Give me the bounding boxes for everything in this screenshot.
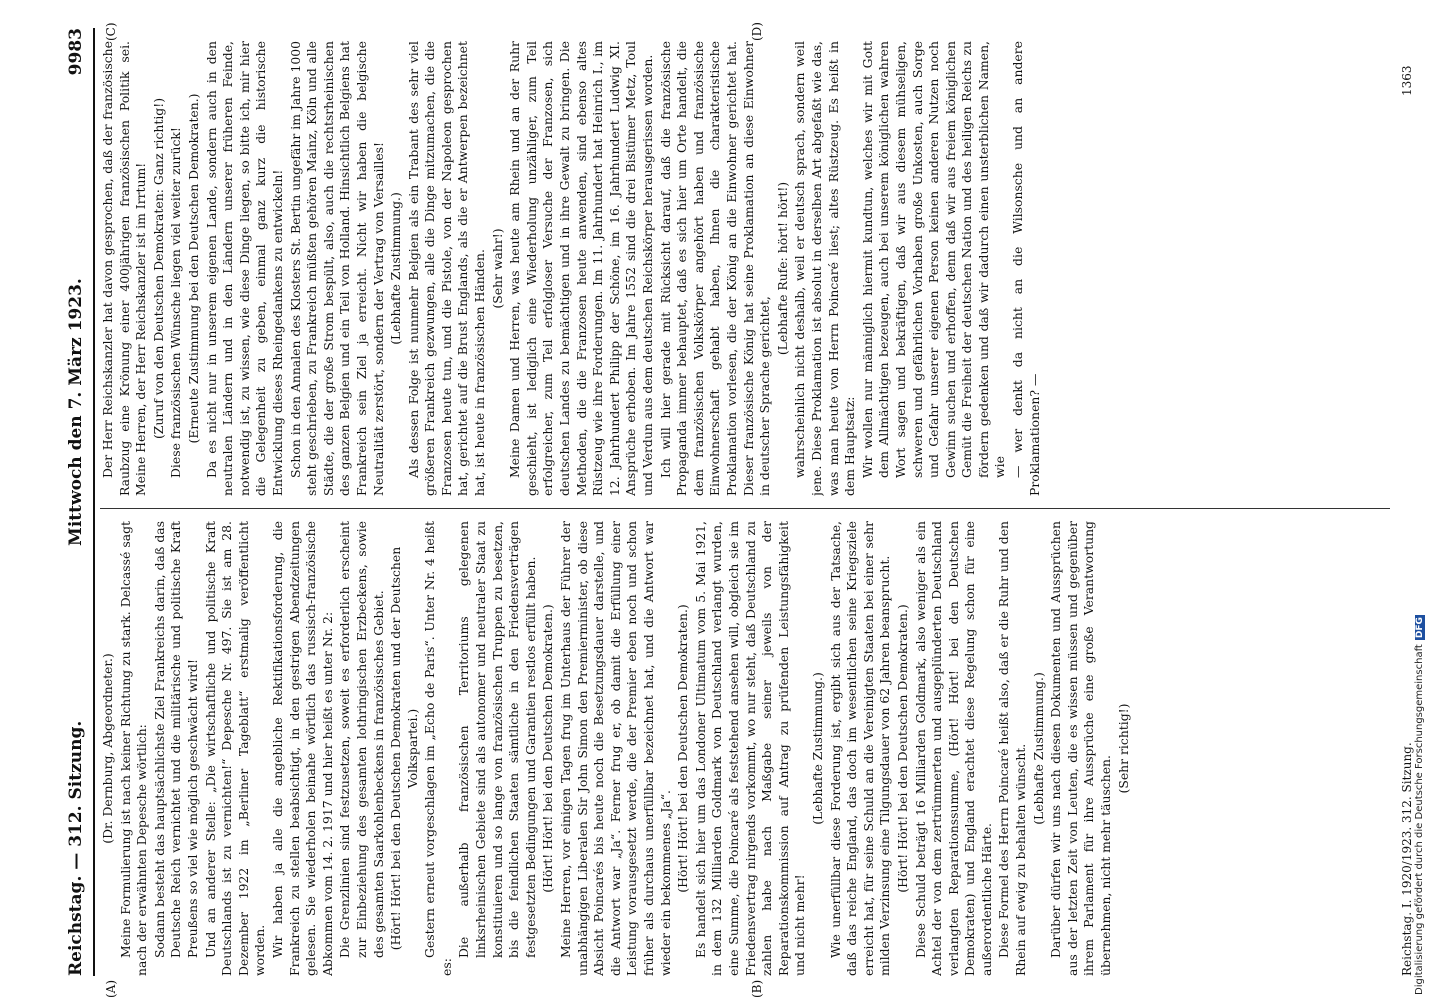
header-left: Reichstag. — 312. Sitzung.: [66, 720, 86, 976]
paragraph: Diese französischen Wünsche liegen viel weiter zurück!: [168, 127, 184, 478]
interjection: (Lebhafte Zustimmung.): [388, 192, 404, 345]
interjection: (Hört! Hört! bei den Deutschen Demokraten.): [675, 604, 691, 893]
dfg-logo-icon: DFG: [1415, 617, 1425, 639]
paragraph: Der Herr Reichskanzler hat davon gesprochen, daß der französische Raubzug eine Krönung einer 400jährigen französischen Politik sei. Meine Herren, der Herr Reichskanzler ist im Irrtum!: [100, 41, 149, 496]
quotation: Sodann besteht das hauptsächlichste Ziel Frankreichs darin, daß das Deutsche Reich vernichtet und die militärische und politische Kraft Preußens so viel wie möglich geschwächt wird!: [151, 521, 200, 958]
interjection: (Hört! Hört! bei den Deutschen Demokraten.): [540, 604, 556, 893]
digitization-stamp: [1414, 40, 1428, 995]
paragraph: Als dessen Folge ist nunmehr Belgien als ein Trabant des sehr viel größeren Frankreich gezwungen, alle die Dinge mitzumachen, die die Franzosen heute tun, und die Pistole, von der Napoleon gesprochen hat, gerichtet auf die Brust Englands, als die er Antwerpen bezeichnet hat, ist heute in französischen Händen.: [405, 41, 488, 496]
paragraph: Diese Formel des Herrn Poincaré heißt also, daß er die Ruhr und den Rhein auf ewig zu behalten wünscht.: [996, 521, 1029, 976]
footer-right: 1363: [1400, 65, 1414, 96]
interjection: (Sehr wahr!): [489, 228, 505, 309]
paragraph: — wer denkt da nicht an die Wilsonsche und an andere Proklamationen? —: [1010, 41, 1042, 496]
margin-mark-b: (B): [750, 979, 764, 998]
right-column: [100, 41, 1400, 496]
paragraph: wahrscheinlich nicht deshalb, weil er deutsch sprach, sondern weil jene. Diese Proklamation ist absolut in derselben Art abgefaßt wie das, was man heute von Herrn Poincaré liest; altes Rüstzeug. Es heißt in dem Hauptsatz:: [792, 41, 858, 496]
paragraph: Ich will hier gerade mit Rücksicht darauf, daß die französische Propaganda immer behauptet, daß es sich hier um Orte handelt, die dem französischen Volkskörper angehört haben und französische Einwohnerschaft gehabt haben, Ihnen die charakteristische Proklamation vorlesen, die der König an die Einwohner gerichtet hat. Dieser französische König hat seine Proklamation an diese Einwohner in deutscher Sprache gerichtet,: [657, 41, 773, 496]
footer-left: Reichstag. I. 1920/1923. 312. Sitzung.: [1400, 742, 1414, 976]
paragraph: Da es nicht nur in unserem eigenen Lande, sondern auch in den neutralen Ländern und in den Ländern unserer früheren Feinde, notwendig ist, zu wissen, wie diese Dinge liegen, so bitte ich, mir hier die Gelegenheit zu geben, einmal ganz kurz die historische Entwicklung dieses Rheingedankens zu entwickeln!: [203, 41, 285, 496]
paragraph: Meine Formulierung ist nach keiner Richtung zu stark. Delcassé sagt nach der erwähnten Depesche wörtlich:: [117, 521, 150, 976]
quotation: Die außerhalb französischen Territoriums gelegenen linksrheinischen Gebiete sind als autonomer und neutraler Staat zu konstituieren und so lange von französischen Truppen zu besetzen, bis die feindlichen Staaten sämtliche in den Friedensverträgen festgesetzten Bedingungen und Garantien restlos erfüllt haben.: [456, 521, 538, 958]
margin-mark-d: (D): [750, 22, 764, 41]
margin-mark-c: (C): [104, 22, 118, 41]
interjection: (Hört! Hört! bei den Deutschen Demokraten und der Deutschen Volkspartei.): [388, 546, 420, 951]
quotation: Wir wollen nur männiglich hiermit kundtun, welches wir mit Gott dem Allmächtigen bezeugen, auch bei unserem königlichen wahren Wort sagen und bekräftigen, daß wir aus diesem mühseligen, schweren und gefährlichen Vorhaben große Unkosten, auch Sorge und Gefahr unserer eigenen Person keinen anderen Nutzen noch Gewinn suchen und erhoffen, denn daß wir aus freiem königlichen Gemüt die Freiheit der deutschen Nation und des heiligen Reichs zu fördern gedenken und daß wir dadurch einen unsterblichen Namen, wie: [859, 41, 1008, 478]
interjection: (Lebhafte Rufe: hört! hört!): [774, 181, 790, 356]
left-column: [100, 521, 1400, 976]
interjection: (Zuruf von den Deutschen Demokraten: Ganz richtig!): [150, 97, 166, 440]
page-number: 9983: [66, 28, 86, 76]
paragraph: Wir haben ja alle die angebliche Rektifikationsforderung, die Frankreich zu stellen beabsichtigt, in den gestrigen Abendzeitungen gelesen. Sie wiederholen beinahe wörtlich das russisch-französische Abkommen vom 14. 2. 1917 und hier heißt es unter Nr. 2:: [269, 521, 335, 976]
margin-mark-a: (A): [104, 979, 118, 998]
interjection: (Hört! Hört! bei den Deutschen Demokraten.): [894, 604, 910, 893]
speaker-line: (Dr. Dernburg, Abgeordneter.): [100, 653, 115, 844]
interjection: (Sehr richtig!): [1115, 703, 1131, 794]
paragraph: Wie unerfüllbar diese Forderung ist, ergibt sich aus der Tatsache, daß das reiche England, das doch im wesentlichen seine Kriegsziele erreicht hat, für seine Schuld an die Vereinigten Staaten bei einer sehr milden Verzinsung eine Tilgungsdauer von 62 Jahren beansprucht.: [827, 521, 893, 976]
paragraph: Meine Damen und Herren, was heute am Rhein und an der Ruhr geschieht, ist lediglich eine Wiederholung unzähliger, zum Teil erfolgreicher, zum Teil erfolgloser Versuche der Franzosen, sich deutschen Landes zu bemächtigen und in ihre Gewalt zu bringen. Die Methoden, die die Franzosen heute anwenden, sind ebenso altes Rüstzeug wie ihre Forderungen. Im 11. Jahrhundert hat Heinrich I., im 12. Jahrhundert Philipp der Schöne, im 16. Jahrhundert Ludwig XI. Ansprüche erhoben. Im Jahre 1552 sind die drei Bistümer Metz, Toul und Verdun aus dem deutschen Reichskörper herausgerissen worden.: [507, 41, 655, 496]
paragraph: Diese Schuld beträgt 16 Milliarden Goldmark, also weniger als ein Achtel der von dem zertrümmerten und ausgeplünderten Deutschland verlangten Reparationssumme, (Hört! Hört! bei den Deutschen Demokraten) und England erachtet diese Regelung schon für eine außerordentliche Härte.: [912, 521, 994, 976]
header-date: Mittwoch den 7. März 1923.: [66, 278, 86, 546]
document-page: [60, 22, 1415, 998]
interjection: (Lebhafte Zustimmung.): [1030, 672, 1046, 825]
paragraph: Meine Herren, vor einigen Tagen frug im Unterhaus der Führer der unabhängigen Liberalen Sir John Simon den Premierminister, ob diese Absicht Poincarés bis heute noch die Besetzungsdauer darstelle, und die Antwort war „Ja“. Ferner frug er, ob damit die Erfüllung einer Leistung vorausgesetzt werde, die der Premier eben noch und schon früher als durchaus unerfüllbar bezeichnet hat, und die Antwort war wieder ein bekommenes „Ja“.: [558, 521, 673, 976]
page-header: [60, 28, 94, 976]
quotation: Die Grenzlinien sind festzusetzen, soweit es erforderlich erscheint zur Einbeziehung des gesamten lothringischen Erzbeckens, sowie des gesamten Saarkohlenbeckens in französisches Gebiet.: [337, 521, 386, 958]
header-rule: [93, 28, 95, 976]
paragraph: Gestern erneut vorgeschlagen im „Echo de Paris“. Unter Nr. 4 heißt es:: [422, 521, 454, 976]
paragraph: Und an anderer Stelle: „Die wirtschaftliche und politische Kraft Deutschlands ist zu vernichten!“ Depesche Nr. 497. Sie ist am 28. Dezember 1922 im „Berliner Tageblatt“ erstmalig veröffentlicht worden.: [202, 521, 268, 976]
interjection: (Lebhafte Zustimmung.): [809, 672, 825, 825]
paragraph: Darüber dürfen wir uns nach diesen Dokumenten und Aussprüchen aus der letzten Zeit von Leuten, die es wissen müssen und gegenüber ihrem Parlament für ihre Aussprüche eine große Verantwortung übernehmen, nicht mehr täuschen.: [1048, 521, 1114, 976]
stamp-text: Digitalisierung gefördert durch die Deutsche Forschungsgemeinschaft: [1414, 644, 1425, 995]
column-rule: [100, 508, 1390, 509]
paragraph: Schon in den Annalen des Klosters St. Bertin ungefähr im Jahre 1000 steht geschrieben, zu Frankreich müßten gehören Mainz, Köln und alle Städte, die der große Strom bespült, also, auch die rechtsrheinischen des ganzen Belgien und ein Teil von Holland. Hinsichtlich Belgiens hat Frankreich sein Ziel ja erreicht. Nicht wir haben die belgische Neutralität zerstört, sondern der Vertrag von Versailles!: [287, 41, 386, 496]
interjection: (Erneute Zustimmung bei den Deutschen Demokraten.): [185, 93, 201, 444]
paragraph: Es handelt sich hier um das Londoner Ultimatum vom 5. Mai 1921, in dem 132 Milliarden Goldmark von Deutschland verlangt wurden, eine Summe, die Poincaré als feststehend ansehen will, obgleich sie im Friedensvertrag nirgends vorkommt, wo nur steht, daß Deutschland zu zahlen habe nach Maßgabe seiner jeweils von der Reparationskommission auf Antrag zu prüfenden Leistungsfähigkeit und nicht mehr!: [692, 521, 808, 976]
